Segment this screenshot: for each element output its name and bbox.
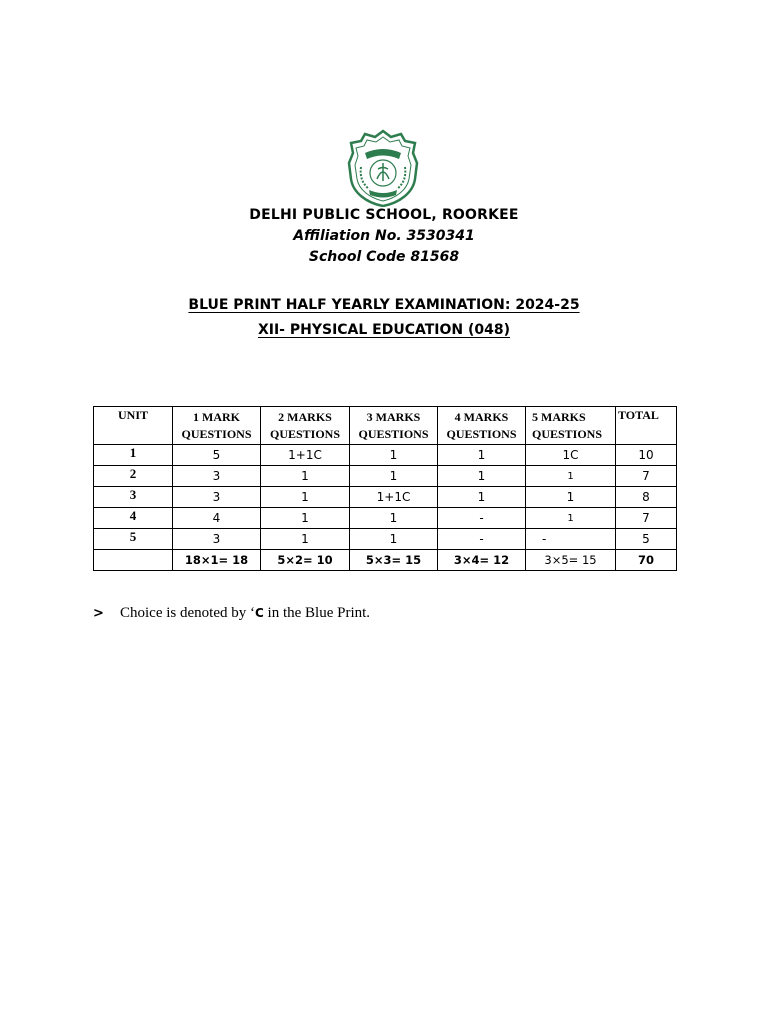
school-logo: [347, 129, 419, 207]
table-cell: 1: [261, 466, 350, 487]
total-cell: 7: [616, 508, 677, 529]
unit-cell: 4: [94, 508, 173, 529]
summary-cell: 5×2= 10: [261, 550, 350, 571]
exam-title: [0, 297, 768, 313]
affiliation-number: Affiliation No. 3530341: [293, 228, 475, 244]
table-cell: 1: [261, 529, 350, 550]
unit-cell: 3: [94, 487, 173, 508]
table-summary-row: [94, 550, 677, 571]
exam-title-text: BLUE PRINT HALF YEARLY EXAMINATION: 2024-25: [188, 297, 580, 313]
table-cell: 1: [350, 466, 438, 487]
table-cell: -: [438, 529, 526, 550]
subject-title: [0, 322, 768, 338]
summary-cell: 3×5= 15: [526, 550, 616, 571]
blueprint-table: [93, 406, 677, 571]
header-cell-total: TOTAL: [616, 407, 677, 445]
unit-cell: 5: [94, 529, 173, 550]
table-cell: 1: [350, 529, 438, 550]
table-cell: 1+1C: [350, 487, 438, 508]
summary-cell: 5×3= 15: [350, 550, 438, 571]
table-cell: 1: [438, 487, 526, 508]
table-cell: 4: [173, 508, 261, 529]
table-row: [94, 487, 677, 508]
table-cell: 1: [526, 487, 616, 508]
table-cell: 1: [438, 466, 526, 487]
table-cell: -: [526, 529, 616, 550]
table-cell: 3: [173, 529, 261, 550]
table-cell: 1C: [526, 445, 616, 466]
table-cell: 1+1C: [261, 445, 350, 466]
summary-cell: 3×4= 12: [438, 550, 526, 571]
table-cell: 1: [526, 466, 616, 487]
table-cell: 1: [526, 508, 616, 529]
total-cell: 7: [616, 466, 677, 487]
school-code: School Code 81568: [308, 249, 460, 265]
header-cell-4-marks: 4 MARKS QUESTIONS: [438, 407, 526, 445]
header-cell-3-marks: 3 MARKS QUESTIONS: [350, 407, 438, 445]
unit-cell: 2: [94, 466, 173, 487]
subject-title-text: XII- PHYSICAL EDUCATION (048): [257, 322, 511, 338]
table-cell: 3: [173, 487, 261, 508]
summary-cell: 18×1= 18: [173, 550, 261, 571]
grand-total-cell: 70: [616, 550, 677, 571]
unit-cell: 1: [94, 445, 173, 466]
total-cell: 5: [616, 529, 677, 550]
note-choice-letter: C: [254, 606, 264, 620]
table-row: [94, 529, 677, 550]
note-text-before: Choice is denoted by ‘: [120, 605, 255, 621]
table-cell: -: [438, 508, 526, 529]
table-cell: 1: [350, 445, 438, 466]
total-cell: 8: [616, 487, 677, 508]
table-cell: 1: [261, 487, 350, 508]
table-header-row: [94, 407, 677, 445]
table-row: [94, 466, 677, 487]
choice-note: [93, 605, 370, 622]
school-name: DELHI PUBLIC SCHOOL, ROORKEE: [249, 207, 519, 223]
table-cell: 5: [173, 445, 261, 466]
header-cell-1-mark: 1 MARK QUESTIONS: [173, 407, 261, 445]
total-cell: 10: [616, 445, 677, 466]
table-cell: 1: [438, 445, 526, 466]
header-cell-5-marks: 5 MARKS QUESTIONS: [526, 407, 616, 445]
table-row: [94, 445, 677, 466]
bullet-arrow: >: [93, 606, 104, 621]
header-cell-unit: UNIT: [94, 407, 173, 445]
table-cell: 3: [173, 466, 261, 487]
table-cell: 1: [350, 508, 438, 529]
summary-cell-empty: [94, 550, 173, 571]
table-cell: 1: [261, 508, 350, 529]
note-text-after: in the Blue Print.: [263, 605, 371, 621]
header-cell-2-marks: 2 MARKS QUESTIONS: [261, 407, 350, 445]
table-row: [94, 508, 677, 529]
